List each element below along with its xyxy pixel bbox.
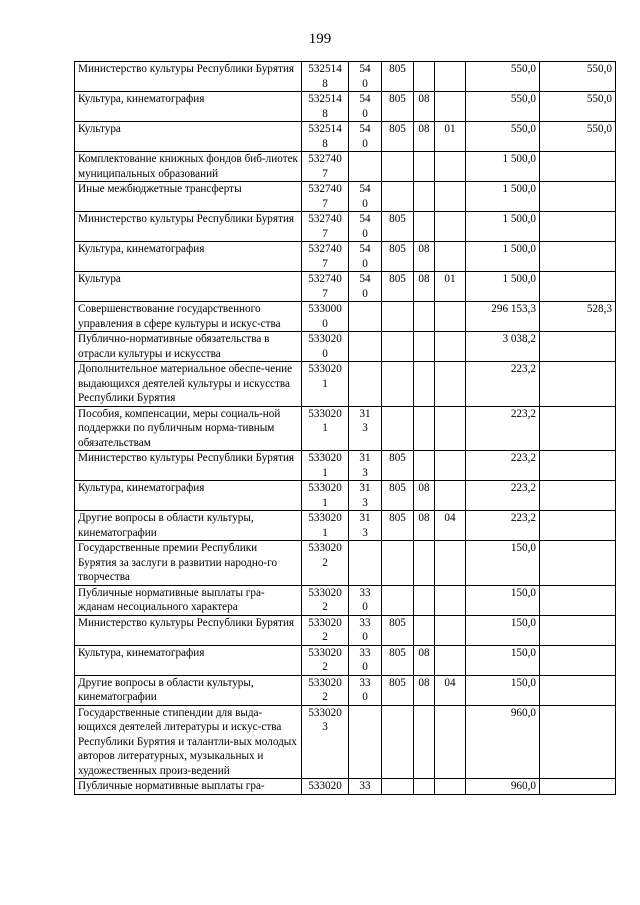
row-subvention-amount-cell xyxy=(540,511,616,541)
table-row xyxy=(75,779,616,795)
row-expense-type-cell xyxy=(349,212,382,242)
row-expense-type-text: 313 xyxy=(359,482,371,509)
row-subsection-cell xyxy=(435,705,466,779)
row-expense-type-cell xyxy=(349,272,382,302)
row-expense-type-cell xyxy=(349,242,382,272)
row-subsection-cell: 01 xyxy=(435,272,466,302)
row-name-cell: Культура, кинематография xyxy=(75,92,302,122)
row-expense-type-cell xyxy=(349,92,382,122)
row-expense-type-cell xyxy=(349,615,382,645)
row-subsection-cell: 04 xyxy=(435,511,466,541)
row-subsection-cell xyxy=(435,541,466,586)
row-name-cell: Комплектование книжных фондов биб-лиотек муниципальных образований xyxy=(75,152,302,182)
row-section-cell xyxy=(414,406,435,451)
row-section-cell xyxy=(414,332,435,362)
table-row xyxy=(75,511,616,541)
row-section-cell xyxy=(414,645,435,675)
table-row xyxy=(75,705,616,779)
row-amount-cell: 150,0 xyxy=(466,645,540,675)
row-expense-type-text: 330 xyxy=(359,646,371,673)
row-expense-type-text: 313 xyxy=(359,407,371,434)
table-row xyxy=(75,615,616,645)
row-subsection-cell xyxy=(435,451,466,481)
row-section-cell xyxy=(414,511,435,541)
row-amount-cell: 223,2 xyxy=(466,451,540,481)
row-amount-cell: 1 500,0 xyxy=(466,182,540,212)
row-subsection-cell xyxy=(435,212,466,242)
row-expense-type-cell xyxy=(349,585,382,615)
row-section-text: 08 xyxy=(418,243,430,255)
row-section-text: 08 xyxy=(418,273,430,285)
row-subvention-amount-cell xyxy=(540,645,616,675)
row-amount-cell: 1 500,0 xyxy=(466,152,540,182)
row-code-cell xyxy=(302,511,349,541)
row-code-text: 5330202 xyxy=(308,586,342,613)
row-code-text: 5330202 xyxy=(308,616,342,643)
row-department-cell xyxy=(382,705,414,779)
row-code-text: 5330201 xyxy=(308,407,342,434)
row-expense-type-text: 330 xyxy=(359,616,371,643)
row-name-cell: Пособия, компенсации, меры социаль-ной поддержки по публичным норма-тивным обязательствам xyxy=(75,406,302,451)
row-expense-type-cell xyxy=(349,122,382,152)
row-section-cell xyxy=(414,362,435,407)
row-code-text: 5330202 xyxy=(308,676,342,703)
row-name-cell: Совершенствование государственного управления в сфере культуры и искус-ства xyxy=(75,302,302,332)
row-name-cell: Иные межбюджетные трансферты xyxy=(75,182,302,212)
row-subvention-amount-cell xyxy=(540,585,616,615)
row-expense-type-text: 33 xyxy=(359,780,371,792)
row-expense-type-text: 313 xyxy=(359,512,371,539)
row-department-cell: 805 xyxy=(382,645,414,675)
row-section-cell xyxy=(414,779,435,795)
row-subvention-amount-cell: 550,0 xyxy=(540,62,616,92)
row-code-cell xyxy=(302,481,349,511)
row-code-text: 5330203 xyxy=(308,706,342,733)
row-section-text: 08 xyxy=(418,676,430,689)
row-amount-cell: 3 038,2 xyxy=(466,332,540,362)
table-row xyxy=(75,212,616,242)
row-name-cell: Культура, кинематография xyxy=(75,645,302,675)
row-department-cell: 805 xyxy=(382,511,414,541)
row-code-cell xyxy=(302,779,349,795)
row-expense-type-cell xyxy=(349,645,382,675)
row-subvention-amount-cell xyxy=(540,406,616,451)
row-expense-type-cell xyxy=(349,62,382,92)
row-code-cell xyxy=(302,272,349,302)
row-code-cell xyxy=(302,62,349,92)
row-section-text: 08 xyxy=(418,482,430,494)
row-code-text: 5330201 xyxy=(308,482,342,509)
row-code-cell xyxy=(302,541,349,586)
row-expense-type-cell xyxy=(349,675,382,705)
row-subvention-amount-cell xyxy=(540,332,616,362)
row-expense-type-cell xyxy=(349,406,382,451)
row-department-cell xyxy=(382,585,414,615)
row-section-cell xyxy=(414,182,435,212)
row-section-cell xyxy=(414,152,435,182)
row-code-cell xyxy=(302,332,349,362)
row-subsection-cell xyxy=(435,242,466,272)
row-code-text: 5330201 xyxy=(308,363,342,390)
row-subsection-cell xyxy=(435,302,466,332)
row-expense-type-text: 313 xyxy=(359,452,371,479)
row-section-cell xyxy=(414,481,435,511)
row-amount-cell: 223,2 xyxy=(466,511,540,541)
row-name-cell: Государственные премии Республики Бурятия за заслуги в развитии народно-го творчества xyxy=(75,541,302,586)
row-code-text: 5330202 xyxy=(308,646,342,673)
row-department-cell: 805 xyxy=(382,272,414,302)
table-row xyxy=(75,242,616,272)
row-code-cell xyxy=(302,122,349,152)
row-code-text: 5327407 xyxy=(308,153,342,180)
row-code-cell xyxy=(302,585,349,615)
row-section-cell xyxy=(414,242,435,272)
table-row xyxy=(75,675,616,705)
row-department-cell: 805 xyxy=(382,615,414,645)
row-department-cell xyxy=(382,779,414,795)
row-amount-cell: 550,0 xyxy=(466,92,540,122)
row-subsection-cell xyxy=(435,645,466,675)
row-name-cell: Культура xyxy=(75,122,302,152)
table-row xyxy=(75,406,616,451)
row-subvention-amount-cell xyxy=(540,272,616,302)
row-subsection-cell xyxy=(435,481,466,511)
row-subvention-amount-cell xyxy=(540,615,616,645)
row-name-cell: Другие вопросы в области культуры, кинематографии xyxy=(75,511,302,541)
row-expense-type-cell xyxy=(349,332,382,362)
table-row xyxy=(75,541,616,586)
row-subsection-cell xyxy=(435,152,466,182)
row-section-cell xyxy=(414,122,435,152)
row-code-text: 5325148 xyxy=(308,123,342,150)
row-code-cell xyxy=(302,645,349,675)
table-row xyxy=(75,481,616,511)
row-code-text: 5327407 xyxy=(308,273,342,300)
row-subsection-cell xyxy=(435,62,466,92)
row-department-cell: 805 xyxy=(382,212,414,242)
row-code-cell xyxy=(302,212,349,242)
row-department-cell: 805 xyxy=(382,451,414,481)
table-row xyxy=(75,332,616,362)
row-amount-cell: 223,2 xyxy=(466,362,540,407)
row-code-text: 5325148 xyxy=(308,93,342,120)
table-row xyxy=(75,182,616,212)
row-expense-type-text: 540 xyxy=(359,273,371,300)
table-row xyxy=(75,122,616,152)
table-row xyxy=(75,62,616,92)
row-expense-type-cell xyxy=(349,511,382,541)
row-expense-type-cell xyxy=(349,779,382,795)
row-expense-type-text: 540 xyxy=(359,93,371,120)
row-subvention-amount-cell xyxy=(540,362,616,407)
row-expense-type-text: 540 xyxy=(359,243,371,270)
row-section-text: 08 xyxy=(418,123,430,135)
table-row xyxy=(75,272,616,302)
row-section-text: 08 xyxy=(418,646,430,659)
row-code-cell xyxy=(302,152,349,182)
row-department-cell xyxy=(382,182,414,212)
row-subvention-amount-cell: 550,0 xyxy=(540,92,616,122)
row-name-cell: Дополнительное материальное обеспе-чение выдающихся деятелей культуры и искусства Республики Бурятия xyxy=(75,362,302,407)
row-name-cell: Министерство культуры Республики Бурятия xyxy=(75,615,302,645)
row-subvention-amount-cell xyxy=(540,152,616,182)
row-code-cell xyxy=(302,675,349,705)
row-subsection-cell: 04 xyxy=(435,675,466,705)
table-row xyxy=(75,645,616,675)
row-amount-cell: 296 153,3 xyxy=(466,302,540,332)
row-department-cell xyxy=(382,541,414,586)
row-code-text: 5330201 xyxy=(308,512,342,539)
row-code-text: 533020 xyxy=(308,780,342,792)
row-department-cell: 805 xyxy=(382,481,414,511)
row-section-cell xyxy=(414,675,435,705)
row-department-cell: 805 xyxy=(382,92,414,122)
row-subsection-cell xyxy=(435,362,466,407)
table-row xyxy=(75,302,616,332)
row-section-cell xyxy=(414,541,435,586)
row-amount-cell: 150,0 xyxy=(466,585,540,615)
row-section-cell xyxy=(414,705,435,779)
row-section-cell xyxy=(414,272,435,302)
row-subsection-cell xyxy=(435,92,466,122)
row-subvention-amount-cell xyxy=(540,212,616,242)
row-amount-cell: 1 500,0 xyxy=(466,212,540,242)
row-expense-type-cell xyxy=(349,705,382,779)
row-section-cell xyxy=(414,302,435,332)
row-code-text: 5327407 xyxy=(308,213,342,240)
row-code-cell xyxy=(302,302,349,332)
table-row xyxy=(75,362,616,407)
row-department-cell xyxy=(382,362,414,407)
row-name-cell: Культура, кинематография xyxy=(75,242,302,272)
row-section-cell xyxy=(414,615,435,645)
row-amount-cell: 223,2 xyxy=(466,406,540,451)
row-name-cell: Министерство культуры Республики Бурятия xyxy=(75,212,302,242)
table-row xyxy=(75,451,616,481)
row-section-cell xyxy=(414,92,435,122)
row-subsection-cell xyxy=(435,585,466,615)
row-subvention-amount-cell: 528,3 xyxy=(540,302,616,332)
row-expense-type-text: 330 xyxy=(359,676,371,703)
row-section-cell xyxy=(414,62,435,92)
row-section-cell xyxy=(414,451,435,481)
row-department-cell: 805 xyxy=(382,62,414,92)
row-name-cell: Публичные нормативные выплаты гра-жданам несоциального характера xyxy=(75,585,302,615)
row-subvention-amount-cell xyxy=(540,451,616,481)
table-row xyxy=(75,585,616,615)
row-department-cell xyxy=(382,302,414,332)
row-expense-type-text: 540 xyxy=(359,63,371,90)
row-subsection-cell xyxy=(435,406,466,451)
page-number: 199 xyxy=(308,31,332,47)
row-expense-type-cell xyxy=(349,182,382,212)
row-amount-cell: 960,0 xyxy=(466,705,540,779)
row-section-cell xyxy=(414,212,435,242)
row-name-cell: Культура, кинематография xyxy=(75,481,302,511)
row-subvention-amount-cell xyxy=(540,481,616,511)
row-subsection-cell xyxy=(435,182,466,212)
row-department-cell xyxy=(382,332,414,362)
row-department-cell: 805 xyxy=(382,122,414,152)
row-code-cell xyxy=(302,182,349,212)
row-subvention-amount-cell: 550,0 xyxy=(540,122,616,152)
row-code-text: 5327407 xyxy=(308,243,342,270)
row-amount-cell: 960,0 xyxy=(466,779,540,795)
row-expense-type-cell xyxy=(349,362,382,407)
row-subvention-amount-cell xyxy=(540,182,616,212)
row-subsection-cell xyxy=(435,615,466,645)
row-name-cell: Культура xyxy=(75,272,302,302)
row-code-text: 5327407 xyxy=(308,183,342,210)
row-name-cell: Другие вопросы в области культуры, кинематографии xyxy=(75,675,302,705)
row-code-cell xyxy=(302,406,349,451)
row-name-cell: Министерство культуры Республики Бурятия xyxy=(75,451,302,481)
row-subsection-cell: 01 xyxy=(435,122,466,152)
row-amount-cell: 550,0 xyxy=(466,62,540,92)
row-code-cell xyxy=(302,615,349,645)
row-expense-type-text: 540 xyxy=(359,213,371,240)
row-expense-type-cell xyxy=(349,541,382,586)
row-subvention-amount-cell xyxy=(540,675,616,705)
row-code-text: 5330202 xyxy=(308,542,342,569)
row-code-text: 5325148 xyxy=(308,63,342,90)
row-name-cell: Публичные нормативные выплаты гра- xyxy=(75,779,302,795)
row-amount-cell: 150,0 xyxy=(466,615,540,645)
row-subsection-cell xyxy=(435,779,466,795)
table-row xyxy=(75,152,616,182)
row-name-cell: Государственные стипендии для выда-ющихся деятелей литературы и искус-ства Республики Бурятия и талантли-вых молодых авторов литературных, музыкальных и художественных произ-ведений xyxy=(75,705,302,779)
row-code-cell xyxy=(302,451,349,481)
row-code-cell xyxy=(302,362,349,407)
row-expense-type-cell xyxy=(349,481,382,511)
row-name-cell: Публично-нормативные обязательства в отрасли культуры и искусства xyxy=(75,332,302,362)
row-amount-cell: 550,0 xyxy=(466,122,540,152)
row-amount-cell: 1 500,0 xyxy=(466,242,540,272)
row-code-text: 5330000 xyxy=(308,303,342,330)
row-department-cell: 805 xyxy=(382,675,414,705)
row-department-cell xyxy=(382,406,414,451)
row-code-cell xyxy=(302,92,349,122)
row-amount-cell: 223,2 xyxy=(466,481,540,511)
row-subsection-cell xyxy=(435,332,466,362)
row-section-text: 08 xyxy=(418,93,430,105)
row-section-cell xyxy=(414,585,435,615)
row-amount-cell: 150,0 xyxy=(466,541,540,586)
row-subvention-amount-cell xyxy=(540,242,616,272)
budget-table-body xyxy=(75,62,616,795)
row-expense-type-cell xyxy=(349,451,382,481)
row-expense-type-cell xyxy=(349,302,382,332)
row-expense-type-text: 330 xyxy=(359,586,371,613)
row-expense-type-text: 540 xyxy=(359,123,371,150)
row-name-cell: Министерство культуры Республики Бурятия xyxy=(75,62,302,92)
row-amount-cell: 150,0 xyxy=(466,675,540,705)
row-expense-type-cell xyxy=(349,152,382,182)
row-code-cell xyxy=(302,242,349,272)
row-section-text: 08 xyxy=(418,512,430,524)
table-row xyxy=(75,92,616,122)
row-code-text: 5330201 xyxy=(308,452,342,479)
row-code-cell xyxy=(302,705,349,779)
row-department-cell xyxy=(382,152,414,182)
budget-table xyxy=(74,61,616,795)
row-subvention-amount-cell xyxy=(540,705,616,779)
row-department-cell: 805 xyxy=(382,242,414,272)
row-expense-type-text: 540 xyxy=(359,183,371,210)
row-amount-cell: 1 500,0 xyxy=(466,272,540,302)
row-subvention-amount-cell xyxy=(540,541,616,586)
row-subvention-amount-cell xyxy=(540,779,616,795)
row-code-text: 5330200 xyxy=(308,333,342,360)
